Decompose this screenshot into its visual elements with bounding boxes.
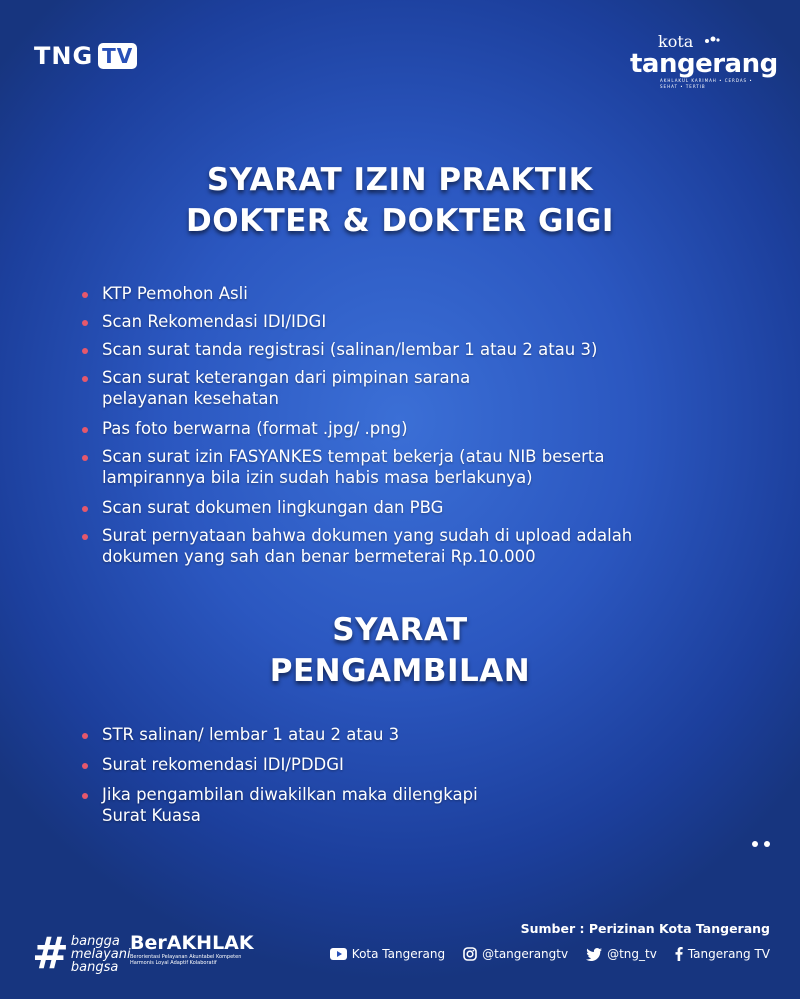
carousel-dot[interactable] xyxy=(764,841,770,847)
bullet-icon xyxy=(82,320,88,326)
bullet-icon xyxy=(82,793,88,799)
requirement-item xyxy=(82,339,772,360)
requirement-text: Scan surat izin FASYANKES tempat bekerja (atau NIB beserta xyxy=(102,447,605,466)
requirement-item xyxy=(82,367,772,409)
requirement-text: dokumen yang sah dan benar bermeterai Rp.10.000 xyxy=(102,547,536,566)
requirement-text: Scan surat tanda registrasi (salinan/lembar 1 atau 2 atau 3) xyxy=(102,340,598,359)
requirement-item xyxy=(82,446,772,488)
requirement-text: Jika pengambilan diwakilkan maka dilengkapi xyxy=(102,785,478,804)
facebook-link[interactable] xyxy=(675,947,770,961)
requirement-text: Surat rekomendasi IDI/PDDGI xyxy=(102,755,344,774)
requirement-text: lampirannya bila izin sudah habis masa berlakunya) xyxy=(102,468,533,487)
tv-badge: TV xyxy=(98,43,137,69)
requirement-item xyxy=(82,724,772,745)
berakhlak-subtitle: Berorientasi Pelayanan Akuntabel Kompeten Harmonis Loyal Adaptif Kolaboratif xyxy=(130,954,242,966)
bullet-icon xyxy=(82,733,88,739)
instagram-icon xyxy=(463,947,477,961)
pengambilan-requirements-list xyxy=(82,724,772,835)
facebook-handle: Tangerang TV xyxy=(687,947,770,961)
bullet-icon xyxy=(82,763,88,769)
bangga-melayani-bangsa-logo xyxy=(32,928,131,979)
berakhlak-logo xyxy=(130,932,262,966)
requirement-text: Scan Rekomendasi IDI/IDGI xyxy=(102,312,327,331)
requirement-item xyxy=(82,754,772,775)
requirement-item xyxy=(82,283,772,304)
bullet-icon xyxy=(82,427,88,433)
section1-title-line2: DOKTER & DOKTER GIGI xyxy=(186,203,614,239)
requirement-item xyxy=(82,525,772,567)
requirement-text: Pas foto berwarna (format .jpg/ .png) xyxy=(102,419,408,438)
requirement-item xyxy=(82,784,772,826)
twitter-handle: @tng_tv xyxy=(607,947,657,961)
bangga-word: bangga xyxy=(70,933,120,949)
logo-dots-icon xyxy=(704,36,720,44)
requirement-text: STR salinan/ lembar 1 atau 2 atau 3 xyxy=(102,725,400,744)
instagram-handle: @tangerangtv xyxy=(482,947,569,961)
requirement-text: Scan surat keterangan dari pimpinan sarana xyxy=(102,368,471,387)
requirement-text: Scan surat dokumen lingkungan dan PBG xyxy=(102,498,444,517)
bullet-icon xyxy=(82,455,88,461)
bullet-icon xyxy=(82,376,88,382)
section2-title-line1: SYARAT xyxy=(332,612,468,648)
requirement-text: pelayanan kesehatan xyxy=(102,389,279,408)
hashtag-symbol: # xyxy=(32,928,69,979)
facebook-icon xyxy=(675,947,683,961)
melayani-word: melayani xyxy=(70,946,131,962)
source-credit: Sumber : Perizinan Kota Tangerang xyxy=(520,921,770,936)
section1-title xyxy=(0,160,800,242)
section1-title-line1: SYARAT IZIN PRAKTIK xyxy=(206,162,594,198)
bangsa-word: bangsa xyxy=(70,959,119,975)
requirement-item xyxy=(82,418,772,439)
social-links xyxy=(330,947,770,961)
requirement-item xyxy=(82,497,772,518)
requirement-text: KTP Pemohon Asli xyxy=(102,284,248,303)
twitter-icon xyxy=(586,948,602,961)
tng-tv-logo xyxy=(34,42,137,70)
twitter-link[interactable] xyxy=(586,947,657,961)
youtube-link[interactable] xyxy=(330,947,445,961)
kota-tagline: AKHLAKUL KARIMAH • CERDAS • SEHAT • TERTIB xyxy=(660,78,753,89)
carousel-indicator[interactable] xyxy=(752,841,770,847)
section2-title xyxy=(0,610,800,692)
bullet-icon xyxy=(82,506,88,512)
kota-label: kota xyxy=(658,32,694,51)
kota-tangerang-logo xyxy=(630,32,778,90)
bullet-icon xyxy=(82,292,88,298)
tangerang-label: tangerang xyxy=(630,49,778,79)
section2-title-line2: PENGAMBILAN xyxy=(269,653,531,689)
bullet-icon xyxy=(82,534,88,540)
youtube-icon xyxy=(330,948,347,960)
requirement-text: Surat pernyataan bahwa dokumen yang sudah di upload adalah xyxy=(102,526,633,545)
tng-text: TNG xyxy=(34,42,94,70)
carousel-dot[interactable] xyxy=(752,841,758,847)
berakhlak-title: BerAKHLAK xyxy=(130,932,254,954)
youtube-handle: Kota Tangerang xyxy=(351,947,446,961)
requirement-item xyxy=(82,311,772,332)
izin-requirements-list xyxy=(82,283,772,576)
bullet-icon xyxy=(82,348,88,354)
requirement-text: Surat Kuasa xyxy=(102,806,201,825)
instagram-link[interactable] xyxy=(463,947,568,961)
